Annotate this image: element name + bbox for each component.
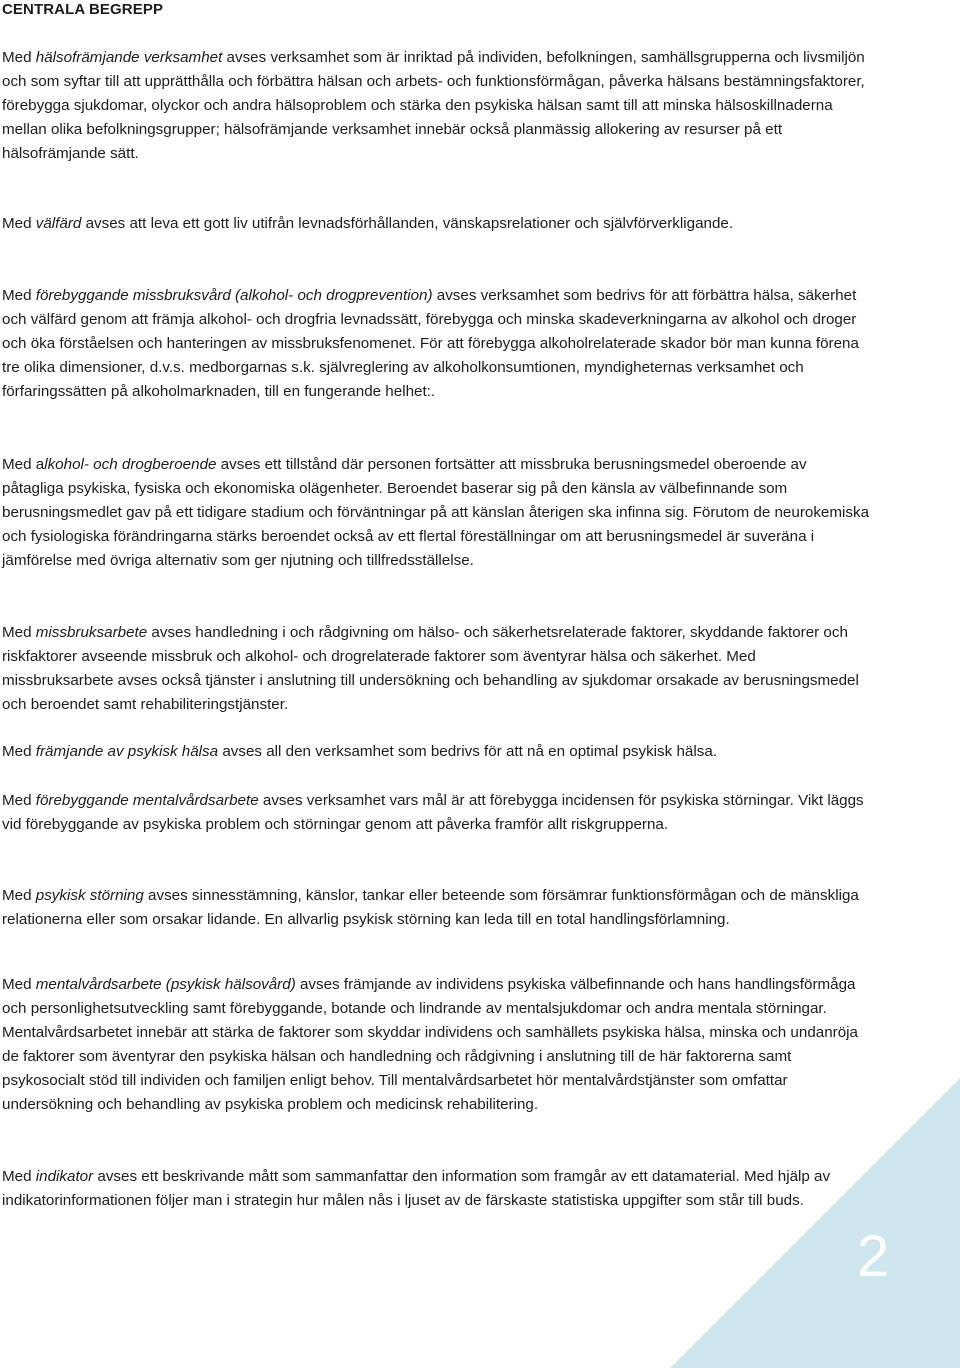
- para-lead: Med: [2, 887, 36, 904]
- para-text: avses ett beskrivande mått som sammanfattar den information som framgår av ett datamaterial. Med hjälp av indikatorinformationen följer man i strategin hur målen nås i ljuset av de färskaste statistiska uppgifter som står till buds.: [2, 1168, 831, 1209]
- definition-alkohol-drogberoende: [2, 453, 870, 573]
- para-lead: Med: [2, 976, 36, 993]
- para-lead: Med a: [2, 456, 45, 473]
- defined-term: välfärd: [35, 215, 82, 232]
- para-lead: Med: [2, 49, 36, 66]
- corner-decoration: [670, 1078, 960, 1368]
- para-text: avses all den verksamhet som bedrivs för att nå en optimal psykisk hälsa.: [218, 743, 717, 760]
- definition-forebyggande-missbruksvard: [2, 284, 870, 404]
- defined-term: missbruksarbete: [35, 624, 148, 641]
- definition-valfard: [2, 212, 870, 236]
- para-lead: Med: [2, 1168, 36, 1185]
- defined-term: mentalvårdsarbete (psykisk hälsovård): [35, 976, 296, 993]
- para-text: avses handledning i och rådgivning om hälso- och säkerhetsrelaterade faktorer, skyddande faktorer och riskfaktorer avseende missbruk och alkohol- och drogrelaterade faktorer som äventyrar hälsa och säkerhet. Med missbruksarbete avses också tjänster i anslutning till undersökning och behandling av sjukdomar orsakade av berusningsmedel och beroendet samt rehabiliteringstjänster.: [2, 624, 859, 713]
- definition-mentalvardsarbete: [2, 973, 870, 1116]
- definition-missbruksarbete: [2, 621, 870, 717]
- defined-term: förebyggande mentalvårdsarbete: [35, 792, 259, 809]
- para-lead: Med: [2, 743, 36, 760]
- para-text: avses sinnesstämning, känslor, tankar eller beteende som försämrar funktionsförmågan och de mänskliga relationerna eller som orsakar lidande. En allvarlig psykisk störning kan leda till en total handlingsförlamning.: [2, 887, 859, 928]
- defined-term: hälsofrämjande verksamhet: [35, 49, 223, 66]
- para-text: avses verksamhet vars mål är att förebygga incidensen för psykiska störningar. Vikt läggs vid förebyggande av psykiska problem och störningar genom att påverka framför allt riskgrupperna.: [2, 792, 864, 833]
- para-lead: Med: [2, 624, 36, 641]
- para-lead: Med: [2, 287, 36, 304]
- para-text: avses ett tillstånd där personen fortsätter att missbruka berusningsmedel oberoende av påtagliga psykiska, fysiska och ekonomiska olägenheter. Beroendet baserar sig på den känsla av välbefinnande som berusningsmedlet gav på ett tidigare stadium och förväntningar på att känslan återigen ska infinna sig. Förutom de neurokemiska och fysiologiska förändringarna stärks beroendet också av ett flertal föreställningar om att berusningsmedel är suveräna i jämförelse med övriga alternativ som ger njutning och tillfredsställelse.: [2, 456, 870, 569]
- definition-psykisk-storning: [2, 884, 870, 932]
- para-text: avses att leva ett gott liv utifrån levnadsförhållanden, vänskapsrelationer och självförverkligande.: [81, 215, 734, 232]
- definition-forebyggande-mentalvardsarbete: [2, 789, 870, 837]
- defined-term: psykisk störning: [35, 887, 144, 904]
- definition-indikator: [2, 1165, 870, 1213]
- defined-term: främjande av psykisk hälsa: [35, 743, 219, 760]
- para-text: avses verksamhet som bedrivs för att förbättra hälsa, säkerhet och välfärd genom att främja alkohol- och drogfria levnadssätt, förebygga och minska skadeverkningarna av alkohol och droger och öka förståelsen och hanteringen av missbruksfenomenet. För att förebygga alkoholrelaterade skador bör man kunna förena tre olika dimensioner, d.v.s. medborgarnas s.k. självreglering av alkoholkonsumtionen, myndigheternas verksamhet och förfaringssätten på alkoholmarknaden, till en fungerande helhet:.: [2, 287, 859, 400]
- para-text: avses främjande av individens psykiska välbefinnande och hans handlingsförmåga och personlighetsutveckling samt förebyggande, botande och lindrande av mentalsjukdomar och andra mentala störningar. Mentalvårdsarbetet innebär att stärka de faktorer som skyddar individens och samhällets psykiska hälsa, minska och undanröja de faktorer som äventyrar den psykiska hälsan och handledning och rådgivning i anslutning till de här faktorerna samt psykosocialt stöd till individen och familjen enligt behov. Till mentalvårdsarbetet hör mentalvårdstjänster som omfattar undersökning och behandling av psykiska problem och medicinsk rehabilitering.: [2, 976, 858, 1113]
- defined-term: lkohol- och drogberoende: [44, 456, 217, 473]
- definition-framjande-psykisk-halsa: [2, 740, 870, 764]
- page-number: 2: [857, 1224, 890, 1289]
- defined-term: indikator: [35, 1168, 94, 1185]
- para-text: avses verksamhet som är inriktad på individen, befolkningen, samhällsgrupperna och livsmiljön och som syftar till att upprätthålla och förbättra hälsan och arbets- och funktionsförmågan, påverka hälsans bestämningsfaktorer, förebygga sjukdomar, olyckor och andra hälsoproblem och stärka den psykiska hälsan samt till att minska hälsoskillnaderna mellan olika befolkningsgrupper; hälsofrämjande verksamhet innebär också planmässig allokering av resurser på ett hälsofrämjande sätt.: [2, 49, 865, 162]
- defined-term: förebyggande missbruksvård (alkohol- och drogprevention): [35, 287, 433, 304]
- para-lead: Med: [2, 215, 36, 232]
- page-heading: CENTRALA BEGREPP: [2, 1, 164, 18]
- definition-halsoframjande: [2, 46, 870, 166]
- para-lead: Med: [2, 792, 36, 809]
